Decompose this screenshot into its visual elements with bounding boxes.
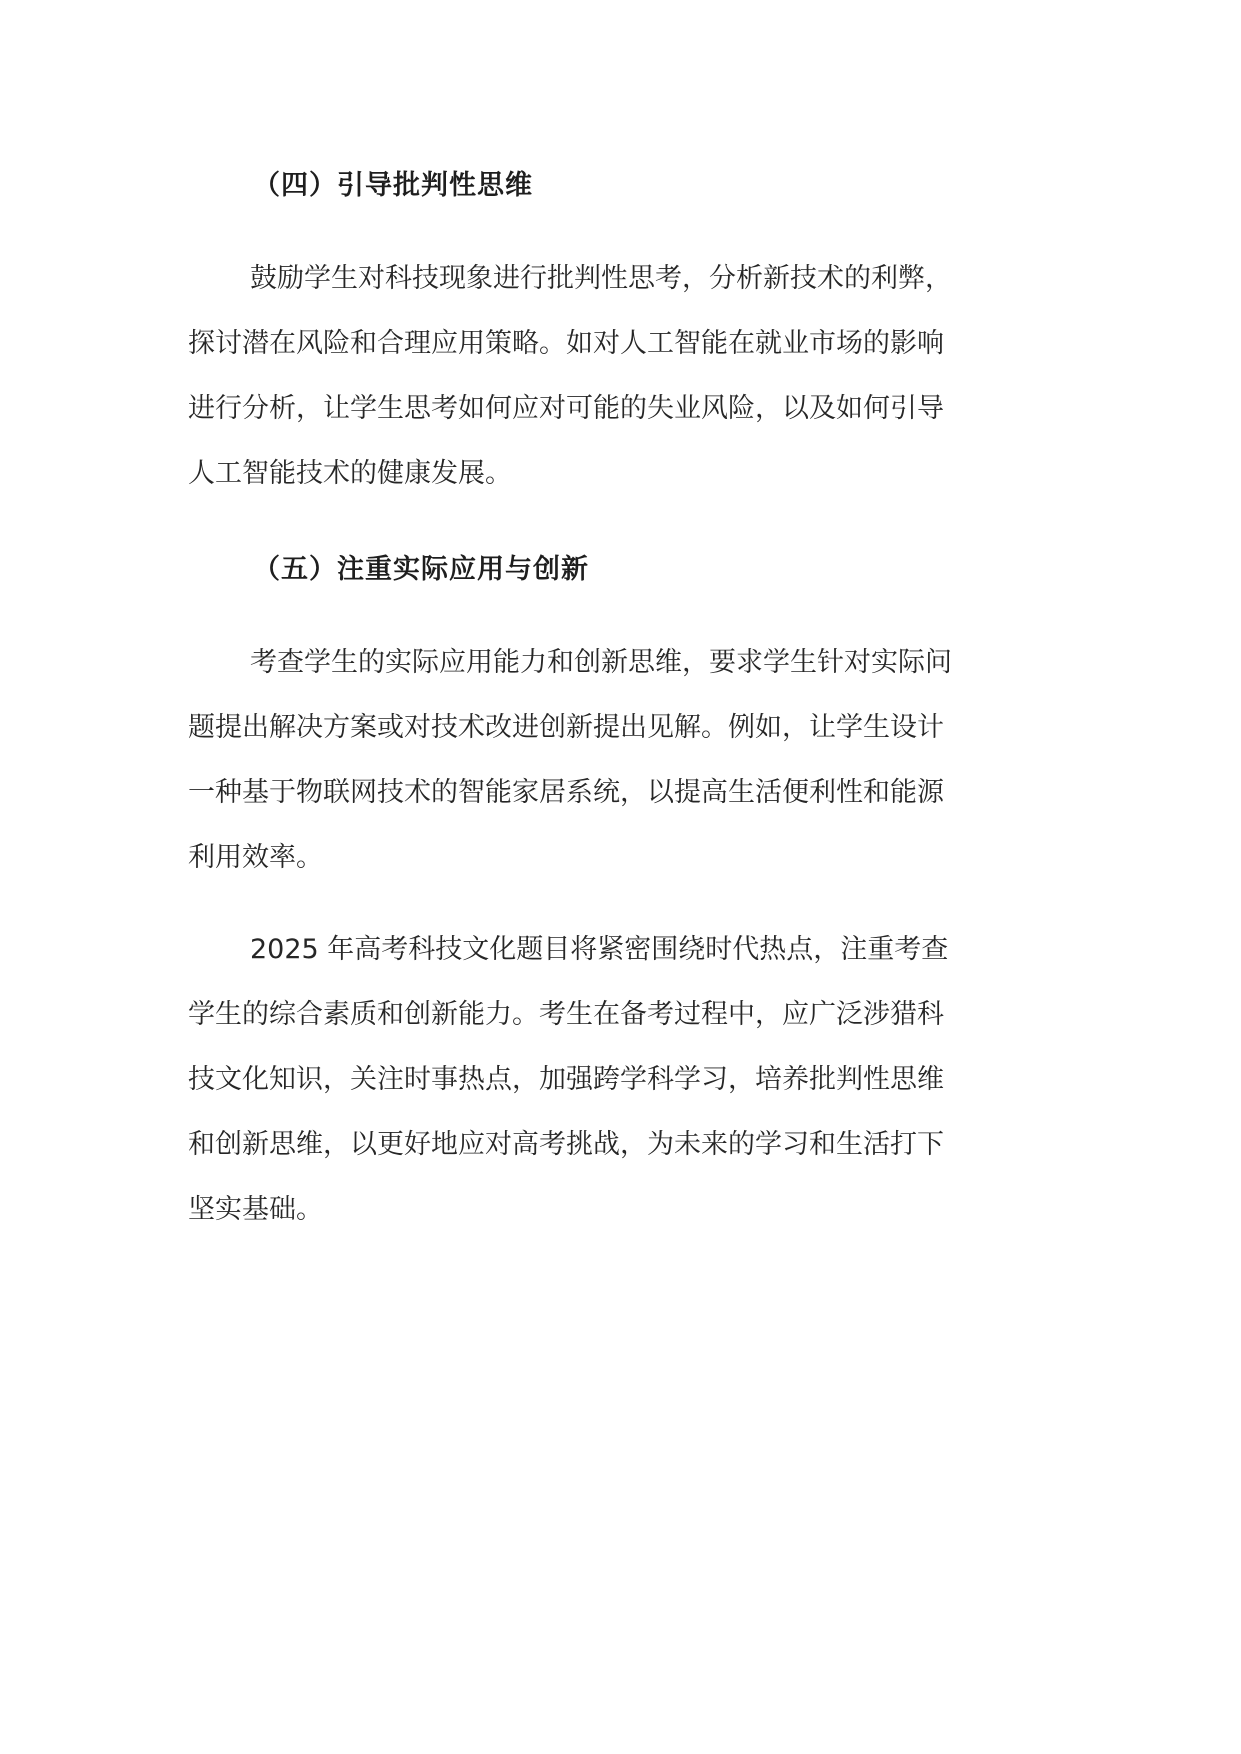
paragraph-line: 探讨潜在风险和合理应用策略。如对人工智能在就业市场的影响 <box>188 328 944 359</box>
paragraph-line: 2025 年高考科技文化题目将紧密围绕时代热点，注重考查 <box>250 934 949 965</box>
section-5-paragraph <box>188 630 1078 890</box>
paragraph-line: 技文化知识，关注时事热点，加强跨学科学习，培养批判性思维 <box>188 1064 944 1095</box>
paragraph-line: 坚实基础。 <box>188 1194 323 1225</box>
paragraph-line: 学生的综合素质和创新能力。考生在备考过程中，应广泛涉猎科 <box>188 999 944 1030</box>
section-heading-4: （四）引导批判性思维 <box>253 170 533 201</box>
paragraph-line: 进行分析，让学生思考如何应对可能的失业风险，以及如何引导 <box>188 393 944 424</box>
section-4-paragraph <box>188 246 1078 506</box>
conclusion-paragraph <box>188 917 1078 1242</box>
paragraph-line: 人工智能技术的健康发展。 <box>188 458 512 489</box>
section-heading-5: （五）注重实际应用与创新 <box>253 554 589 585</box>
paragraph-line: 利用效率。 <box>188 842 323 873</box>
paragraph-line: 鼓励学生对科技现象进行批判性思考，分析新技术的利弊， <box>250 263 952 294</box>
paragraph-line: 题提出解决方案或对技术改进创新提出见解。例如，让学生设计 <box>188 712 944 743</box>
paragraph-line: 和创新思维，以更好地应对高考挑战，为未来的学习和生活打下 <box>188 1129 944 1160</box>
paragraph-line: 考查学生的实际应用能力和创新思维，要求学生针对实际问 <box>250 647 952 678</box>
paragraph-line: 一种基于物联网技术的智能家居系统，以提高生活便利性和能源 <box>188 777 944 808</box>
